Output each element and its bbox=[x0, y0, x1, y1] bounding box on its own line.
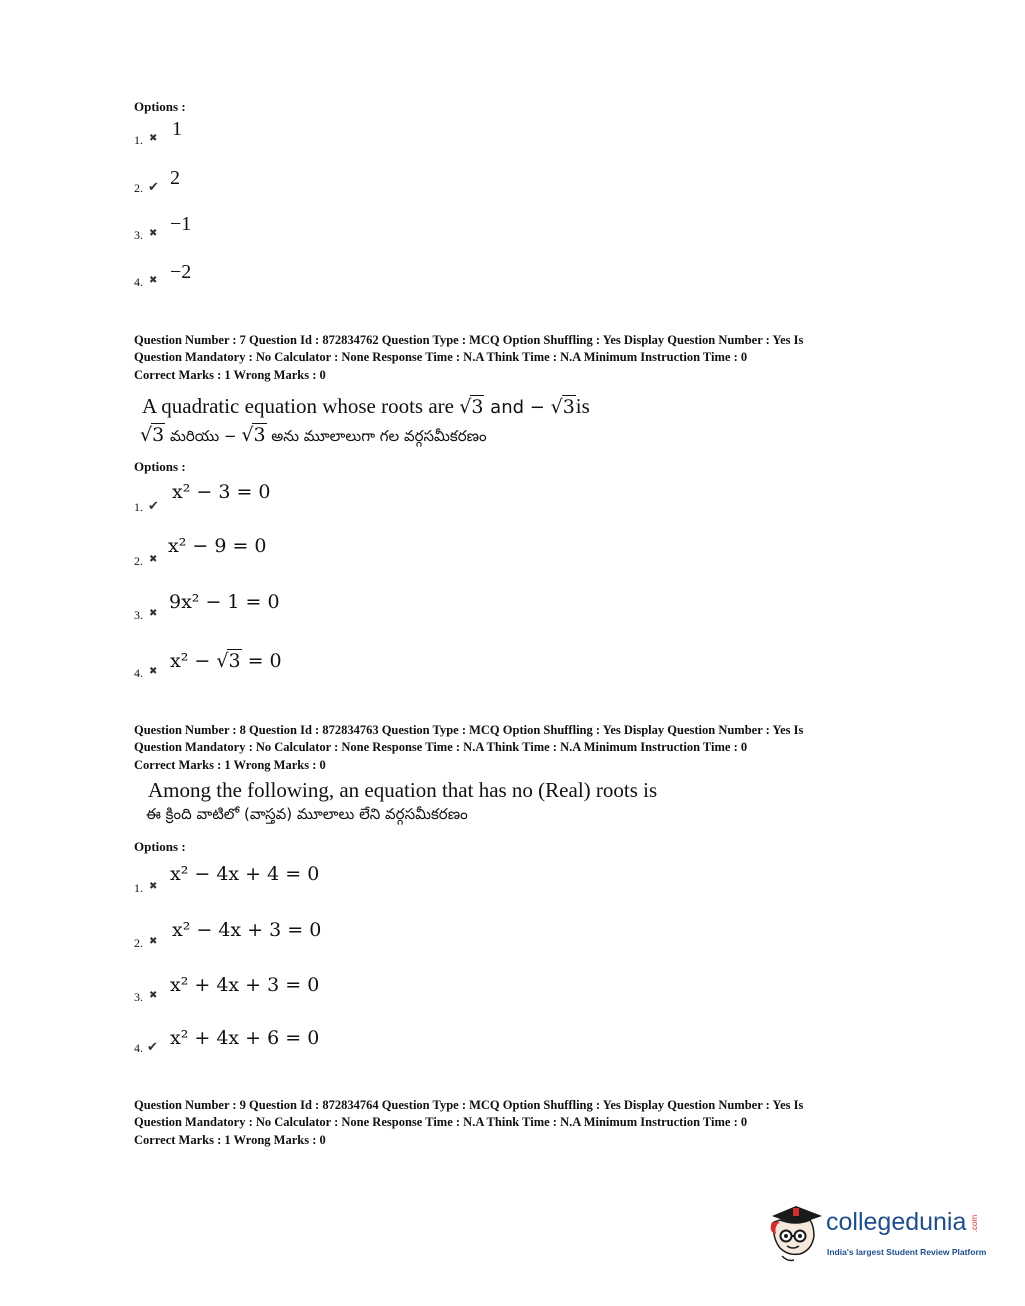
is-word: is bbox=[575, 394, 590, 418]
wrong-mark-icon: ✖ bbox=[149, 554, 158, 565]
options-label: Options : bbox=[134, 459, 186, 474]
wrong-mark-icon: ✖ bbox=[149, 275, 158, 286]
option-number: 2. bbox=[134, 181, 143, 195]
option-number: 2. bbox=[134, 936, 143, 950]
meta-line: Question Mandatory : No Calculator : None Response Time : N.A Think Time : N.A Minimum Instruction Time : 0 bbox=[134, 1114, 748, 1129]
meta-line: Question Number : 8 Question Id : 872834763 Question Type : MCQ Option Shuffling : Yes Display Question Number : Yes Is bbox=[134, 723, 804, 737]
meta-line: Correct Marks : 1 Wrong Marks : 0 bbox=[134, 368, 326, 382]
radicand: 3 bbox=[253, 424, 266, 446]
option-value: 2 bbox=[170, 167, 180, 189]
options-label: Options : bbox=[134, 99, 186, 114]
question-telugu bbox=[140, 423, 487, 449]
sqrt-expression: √3 bbox=[216, 650, 241, 672]
option-value: 1 bbox=[172, 118, 182, 140]
brand-name: collegedunia bbox=[826, 1208, 967, 1236]
option-value: x² − 4x + 4 = 0 bbox=[170, 863, 320, 885]
option-value bbox=[170, 649, 282, 672]
option-value: x² − 3 = 0 bbox=[172, 481, 271, 503]
option-value: x² − 4x + 3 = 0 bbox=[172, 919, 322, 941]
wrong-mark-icon: ✖ bbox=[149, 936, 158, 947]
radicand: 3 bbox=[152, 424, 165, 446]
option-number: 4. bbox=[134, 666, 143, 680]
option-number: 3. bbox=[134, 608, 143, 622]
option-value: −2 bbox=[170, 261, 192, 283]
option-number: 4. bbox=[134, 1041, 143, 1055]
option-value: 9x² − 1 = 0 bbox=[169, 591, 280, 613]
options-label: Options : bbox=[134, 839, 186, 854]
meta-line: Correct Marks : 1 Wrong Marks : 0 bbox=[134, 1133, 326, 1147]
question-meta bbox=[134, 332, 894, 384]
mascot-icon bbox=[766, 1198, 826, 1262]
wrong-mark-icon: ✖ bbox=[149, 228, 158, 239]
option-number: 1. bbox=[134, 500, 143, 514]
wrong-mark-icon: ✖ bbox=[149, 990, 158, 1001]
option-number: 2. bbox=[134, 554, 143, 568]
meta-line: Question Mandatory : No Calculator : None Response Time : N.A Think Time : N.A Minimum Instruction Time : 0 bbox=[134, 349, 748, 364]
correct-check-icon: ✔ bbox=[148, 498, 159, 513]
correct-check-icon: ✔ bbox=[148, 179, 159, 194]
question-telugu: ఈ క్రింది వాటిలో (వాస్తవ) మూలాలు లేని వర్గసమీకరణం bbox=[146, 805, 468, 823]
telugu-and: మరియు − bbox=[165, 427, 242, 445]
brand-tagline: India's largest Student Review Platform bbox=[827, 1247, 987, 1257]
sqrt-expression: √3 bbox=[459, 396, 484, 418]
sqrt-expression: √3 bbox=[140, 424, 165, 446]
question-meta bbox=[134, 1097, 894, 1149]
collegedunia-logo bbox=[766, 1198, 996, 1262]
option-value: x² + 4x + 3 = 0 bbox=[170, 974, 320, 996]
wrong-mark-icon: ✖ bbox=[149, 666, 158, 677]
meta-line: Question Number : 7 Question Id : 872834762 Question Type : MCQ Option Shuffling : Yes Display Question Number : Yes Is bbox=[134, 333, 804, 347]
option-number: 3. bbox=[134, 228, 143, 242]
question-prefix: A quadratic equation whose roots are bbox=[142, 394, 460, 418]
correct-check-icon: ✔ bbox=[147, 1039, 158, 1054]
value-prefix: x² − bbox=[170, 650, 217, 672]
radicand: 3 bbox=[562, 396, 575, 418]
and-word: and − bbox=[484, 397, 551, 418]
meta-line: Correct Marks : 1 Wrong Marks : 0 bbox=[134, 758, 326, 772]
radicand: 3 bbox=[471, 396, 484, 418]
radicand: 3 bbox=[228, 650, 241, 672]
value-suffix: = 0 bbox=[241, 650, 282, 672]
sqrt-expression: √3 bbox=[550, 396, 575, 418]
question-text: Among the following, an equation that has no (Real) roots is bbox=[148, 778, 658, 802]
meta-line: Question Mandatory : No Calculator : None Response Time : N.A Think Time : N.A Minimum Instruction Time : 0 bbox=[134, 739, 748, 754]
option-value: x² + 4x + 6 = 0 bbox=[170, 1027, 320, 1049]
wrong-mark-icon: ✖ bbox=[149, 881, 158, 892]
option-number: 3. bbox=[134, 990, 143, 1004]
wrong-mark-icon: ✖ bbox=[149, 133, 158, 144]
option-value: −1 bbox=[170, 213, 192, 235]
question-text bbox=[142, 394, 590, 419]
option-number: 4. bbox=[134, 275, 143, 289]
meta-line: Question Number : 9 Question Id : 872834764 Question Type : MCQ Option Shuffling : Yes Display Question Number : Yes Is bbox=[134, 1098, 804, 1112]
option-number: 1. bbox=[134, 881, 143, 895]
wrong-mark-icon: ✖ bbox=[149, 608, 158, 619]
telugu-text: అను మూలాలుగా గల వర్గసమీకరణం bbox=[266, 427, 487, 445]
option-value: x² − 9 = 0 bbox=[168, 535, 267, 557]
option-number: 1. bbox=[134, 133, 143, 147]
brand-suffix: .com bbox=[970, 1214, 980, 1233]
sqrt-expression: √3 bbox=[241, 424, 266, 446]
question-meta bbox=[134, 722, 894, 774]
